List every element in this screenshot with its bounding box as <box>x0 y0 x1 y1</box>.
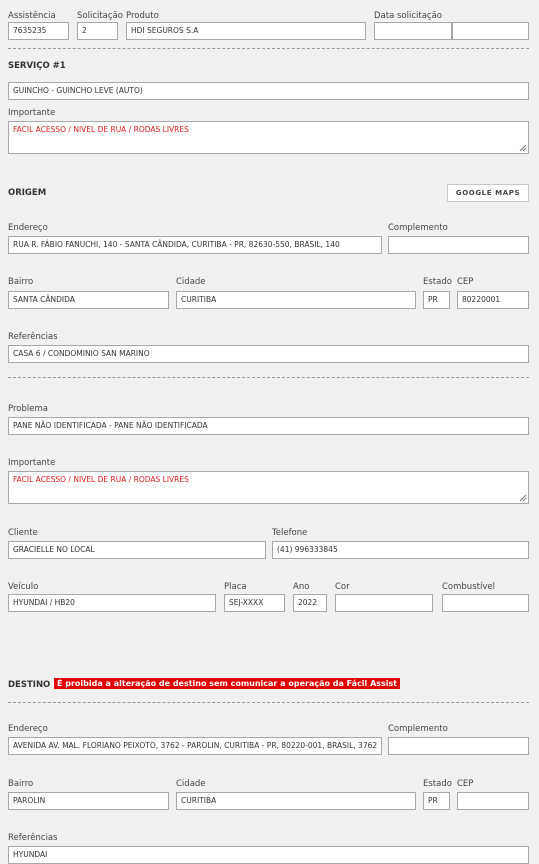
origem-estado-label: Estado <box>423 277 452 287</box>
combustivel-field[interactable] <box>442 594 529 612</box>
destino-cep-label: CEP <box>457 779 474 789</box>
origem-bairro-field[interactable]: SANTA CÂNDIDA <box>8 291 169 309</box>
destino-bairro-label: Bairro <box>8 779 34 789</box>
destino-referencias-label: Referências <box>8 833 58 843</box>
destino-complemento-field[interactable] <box>388 737 529 755</box>
ano-label: Ano <box>293 582 310 592</box>
google-maps-button[interactable]: GOOGLE MAPS <box>447 184 529 202</box>
origem-cidade-label: Cidade <box>176 277 206 287</box>
assistencia-field[interactable]: 7635235 <box>8 22 69 40</box>
problema-importante-label: Importante <box>8 458 56 468</box>
origem-title: ORIGEM <box>8 188 47 198</box>
destino-bairro-field[interactable]: PAROLIN <box>8 792 169 810</box>
problema-importante-textarea[interactable] <box>8 471 529 504</box>
destino-estado-label: Estado <box>423 779 452 789</box>
origem-complemento-field[interactable] <box>388 236 529 254</box>
destino-cidade-field[interactable]: CURITIBA <box>176 792 416 810</box>
ano-field[interactable]: 2022 <box>293 594 327 612</box>
destino-complemento-label: Complemento <box>388 724 448 734</box>
cliente-label: Cliente <box>8 528 38 538</box>
data-solicitacao-date-field[interactable] <box>374 22 452 40</box>
destino-estado-field[interactable]: PR <box>423 792 450 810</box>
data-solicitacao-label: Data solicitação <box>374 11 443 21</box>
destino-endereco-field[interactable]: AVENIDA AV. MAL. FLORIANO PEIXOTO, 3762 - PAROLIN, CURITIBA - PR, 80220-001, BRASIL, 3762 <box>8 737 382 755</box>
destino-warning-badge: É proibida a alteração de destino sem comunicar a operação da Fácil Assist <box>54 678 400 689</box>
combustivel-label: Combustível <box>442 582 495 592</box>
origem-referencias-label: Referências <box>8 332 58 342</box>
resize-grip-icon[interactable] <box>519 144 527 152</box>
produto-label: Produto <box>126 11 159 21</box>
problema-label: Problema <box>8 404 48 414</box>
origem-estado-field[interactable]: PR <box>423 291 450 309</box>
destino-cidade-label: Cidade <box>176 779 206 789</box>
telefone-label: Telefone <box>272 528 308 538</box>
veiculo-field[interactable]: HYUNDAI / HB20 <box>8 594 216 612</box>
origem-endereco-label: Endereço <box>8 223 48 233</box>
destino-title: DESTINO <box>8 680 51 690</box>
cor-field[interactable] <box>335 594 433 612</box>
servico-importante-textarea[interactable] <box>8 121 529 154</box>
origem-cep-label: CEP <box>457 277 474 287</box>
servico-importante-text: FACIL ACESSO / NIVEL DE RUA / RODAS LIVRES <box>13 125 189 134</box>
placa-label: Placa <box>224 582 247 592</box>
cliente-field[interactable]: GRACIELLE NO LOCAL <box>8 541 266 559</box>
divider <box>8 377 529 378</box>
problema-importante-text: FACIL ACESSO / NIVEL DE RUA / RODAS LIVRES <box>13 475 189 484</box>
assistencia-label: Assistência <box>8 11 56 21</box>
cor-label: Cor <box>335 582 350 592</box>
produto-field[interactable]: HDI SEGUROS S.A <box>126 22 366 40</box>
solicitacao-field[interactable]: 2 <box>77 22 118 40</box>
origem-cidade-field[interactable]: CURITIBA <box>176 291 416 309</box>
destino-cep-field[interactable] <box>457 792 529 810</box>
origem-cep-field[interactable]: 80220001 <box>457 291 529 309</box>
telefone-field[interactable]: (41) 996333845 <box>272 541 529 559</box>
veiculo-label: Veículo <box>8 582 39 592</box>
destino-referencias-field[interactable]: HYUNDAI <box>8 846 529 864</box>
destino-endereco-label: Endereço <box>8 724 48 734</box>
servico-title: SERVIÇO #1 <box>8 61 66 71</box>
origem-complemento-label: Complemento <box>388 223 448 233</box>
placa-field[interactable]: SEJ-XXXX <box>224 594 285 612</box>
origem-bairro-label: Bairro <box>8 277 34 287</box>
data-solicitacao-time-field[interactable] <box>452 22 529 40</box>
servico-importante-label: Importante <box>8 108 56 118</box>
servico-field[interactable]: GUINCHO - GUINCHO LEVE (AUTO) <box>8 82 529 100</box>
divider <box>8 702 529 703</box>
resize-grip-icon[interactable] <box>519 494 527 502</box>
divider <box>8 48 529 49</box>
solicitacao-label: Solicitação <box>77 11 123 21</box>
origem-referencias-field[interactable]: CASA 6 / CONDOMINIO SAN MARINO <box>8 345 529 363</box>
problema-field[interactable]: PANE NÃO IDENTIFICADA - PANE NÃO IDENTIFICADA <box>8 417 529 435</box>
origem-endereco-field[interactable]: RUA R. FÁBIO FANUCHI, 140 - SANTA CÂNDIDA, CURITIBA - PR, 82630-550, BRASIL, 140 <box>8 236 382 254</box>
